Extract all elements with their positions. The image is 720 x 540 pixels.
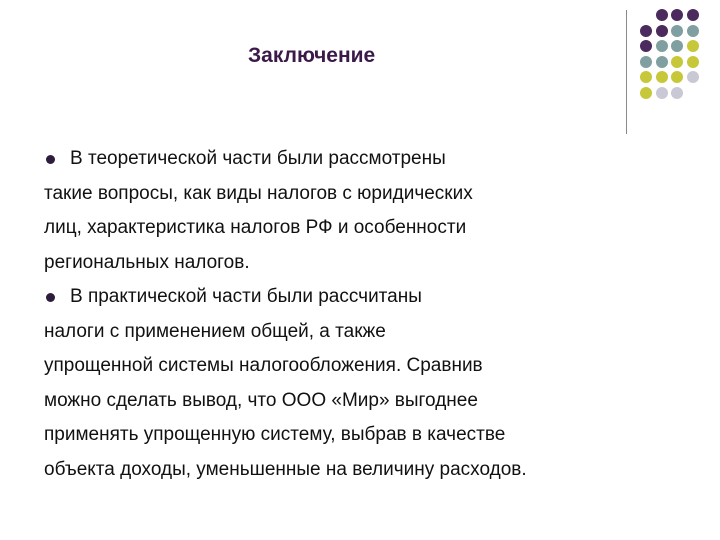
decorative-dot xyxy=(656,25,668,37)
text-line: объекта доходы, уменьшенные на величину расходов. xyxy=(44,458,527,480)
decorative-dot xyxy=(671,9,683,21)
text-line: такие вопросы, как виды налогов с юридических xyxy=(44,182,473,204)
decorative-dot xyxy=(671,71,683,83)
decorative-dot xyxy=(656,40,668,52)
decorative-dot xyxy=(656,87,668,99)
decorative-dot xyxy=(656,71,668,83)
slide-title: Заключение xyxy=(248,44,376,67)
bullet-dot-icon xyxy=(46,155,55,164)
decorative-dot xyxy=(640,56,652,68)
decorative-dot xyxy=(671,56,683,68)
decorative-dot xyxy=(671,25,683,37)
text-line: В теоретической части были рассмотрены xyxy=(70,148,446,169)
decorative-dot xyxy=(656,9,668,21)
bullet-item xyxy=(44,142,684,177)
text-line: региональных налогов. xyxy=(44,251,250,273)
decorative-divider xyxy=(626,10,627,134)
text-line: налоги с применением общей, а также xyxy=(44,320,386,342)
decorative-dot xyxy=(687,9,699,21)
text-line: можно сделать вывод, что ООО «Мир» выгоднее xyxy=(44,389,478,411)
bullet-dot-icon xyxy=(46,293,55,302)
bullet-item xyxy=(44,280,684,315)
decorative-dot xyxy=(640,25,652,37)
text-line: упрощенной системы налогообложения. Сравнив xyxy=(44,355,483,376)
decorative-dot xyxy=(687,25,699,37)
decorative-dot xyxy=(640,71,652,83)
decorative-dot xyxy=(687,40,699,52)
decorative-dot xyxy=(640,87,652,99)
decorative-dot xyxy=(687,56,699,68)
text-line: лиц, характеристика налогов РФ и особенности xyxy=(44,217,467,238)
decorative-dot xyxy=(687,71,699,83)
slide-body xyxy=(44,142,684,487)
text-line: В практической части были рассчитаны xyxy=(70,286,422,307)
decorative-dot-grid xyxy=(640,9,720,109)
text-line: применять упрощенную систему, выбрав в качестве xyxy=(44,424,506,445)
decorative-dot xyxy=(656,56,668,68)
decorative-dot xyxy=(640,40,652,52)
decorative-dot xyxy=(671,87,683,99)
decorative-dot xyxy=(671,40,683,52)
